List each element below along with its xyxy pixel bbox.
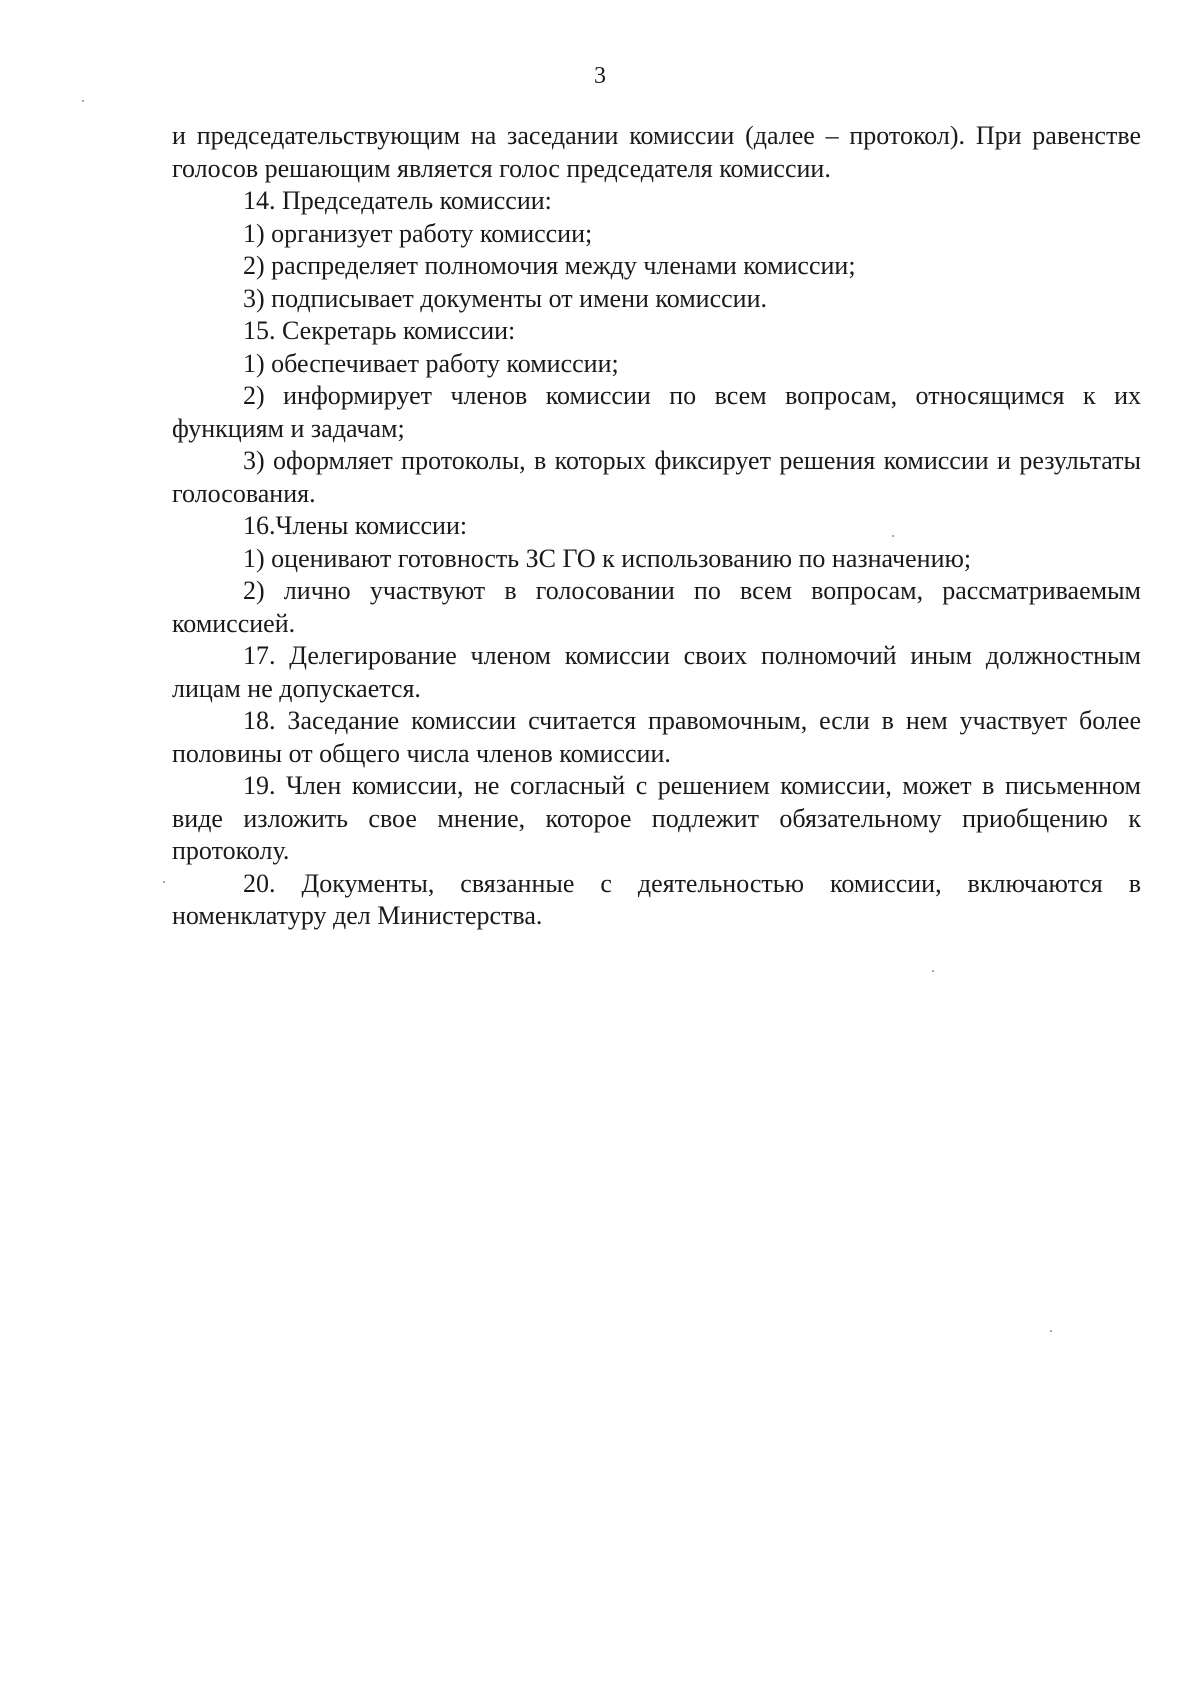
paragraph-secretary-heading: 15. Секретарь комиссии: [243,316,516,345]
paragraph-chairman-item-2: 2) распределяет полномочия между членами комиссии; [243,251,856,280]
scan-speck [163,881,165,883]
paragraph-chairman-item-1: 1) организует работу комиссии; [243,218,593,248]
paragraph-17: 17. Делегирование членом комиссии своих полномочий иным должностным лицам не допускается. [172,641,1141,703]
paragraph-members-heading: 16.Члены комиссии: [243,511,468,540]
scan-speck [932,970,934,972]
paragraph-members-item-1: 1) оценивают готовность ЗС ГО к использованию по назначению; [243,543,972,573]
paragraph-secretary-item-2: 2) информирует членов комиссии по всем вопросам, относящимся к их функциям и задачам; [172,381,1141,443]
document-body-main [172,120,1141,933]
scan-speck [1050,1330,1052,1332]
paragraph-chairman-heading: 14. Председатель комиссии: [243,186,552,215]
paragraph-20: 20. Документы, связанные с деятельностью комиссии, включаются в номенклатуру дел Министерства. [172,868,1141,930]
scan-speck [82,100,84,102]
paragraph-secretary-item-3: 3) оформляет протоколы, в которых фиксирует решения комиссии и результаты голосования. [172,446,1141,508]
page-number: 3 [594,63,606,89]
paragraph-18: 18. Заседание комиссии считается правомочным, если в нем участвует более половины от общего числа членов комиссии. [172,706,1141,768]
paragraph-19: 19. Член комиссии, не согласный с решением комиссии, может в письменном виде изложить свое мнение, которое подлежит обязательному приобщению к протоколу. [172,771,1141,865]
paragraph-continuation: и председательствующим на заседании комиссии (далее – протокол). При равенстве голосов решающим является голос председателя комиссии. [172,121,1141,183]
paragraph-secretary-item-1: 1) обеспечивает работу комиссии; [243,348,619,378]
paragraph-chairman-item-3: 3) подписывает документы от имени комиссии. [243,283,767,313]
paragraph-members-item-2: 2) лично участвуют в голосовании по всем вопросам, рассматриваемым комиссией. [172,576,1141,638]
scan-speck [892,535,894,537]
